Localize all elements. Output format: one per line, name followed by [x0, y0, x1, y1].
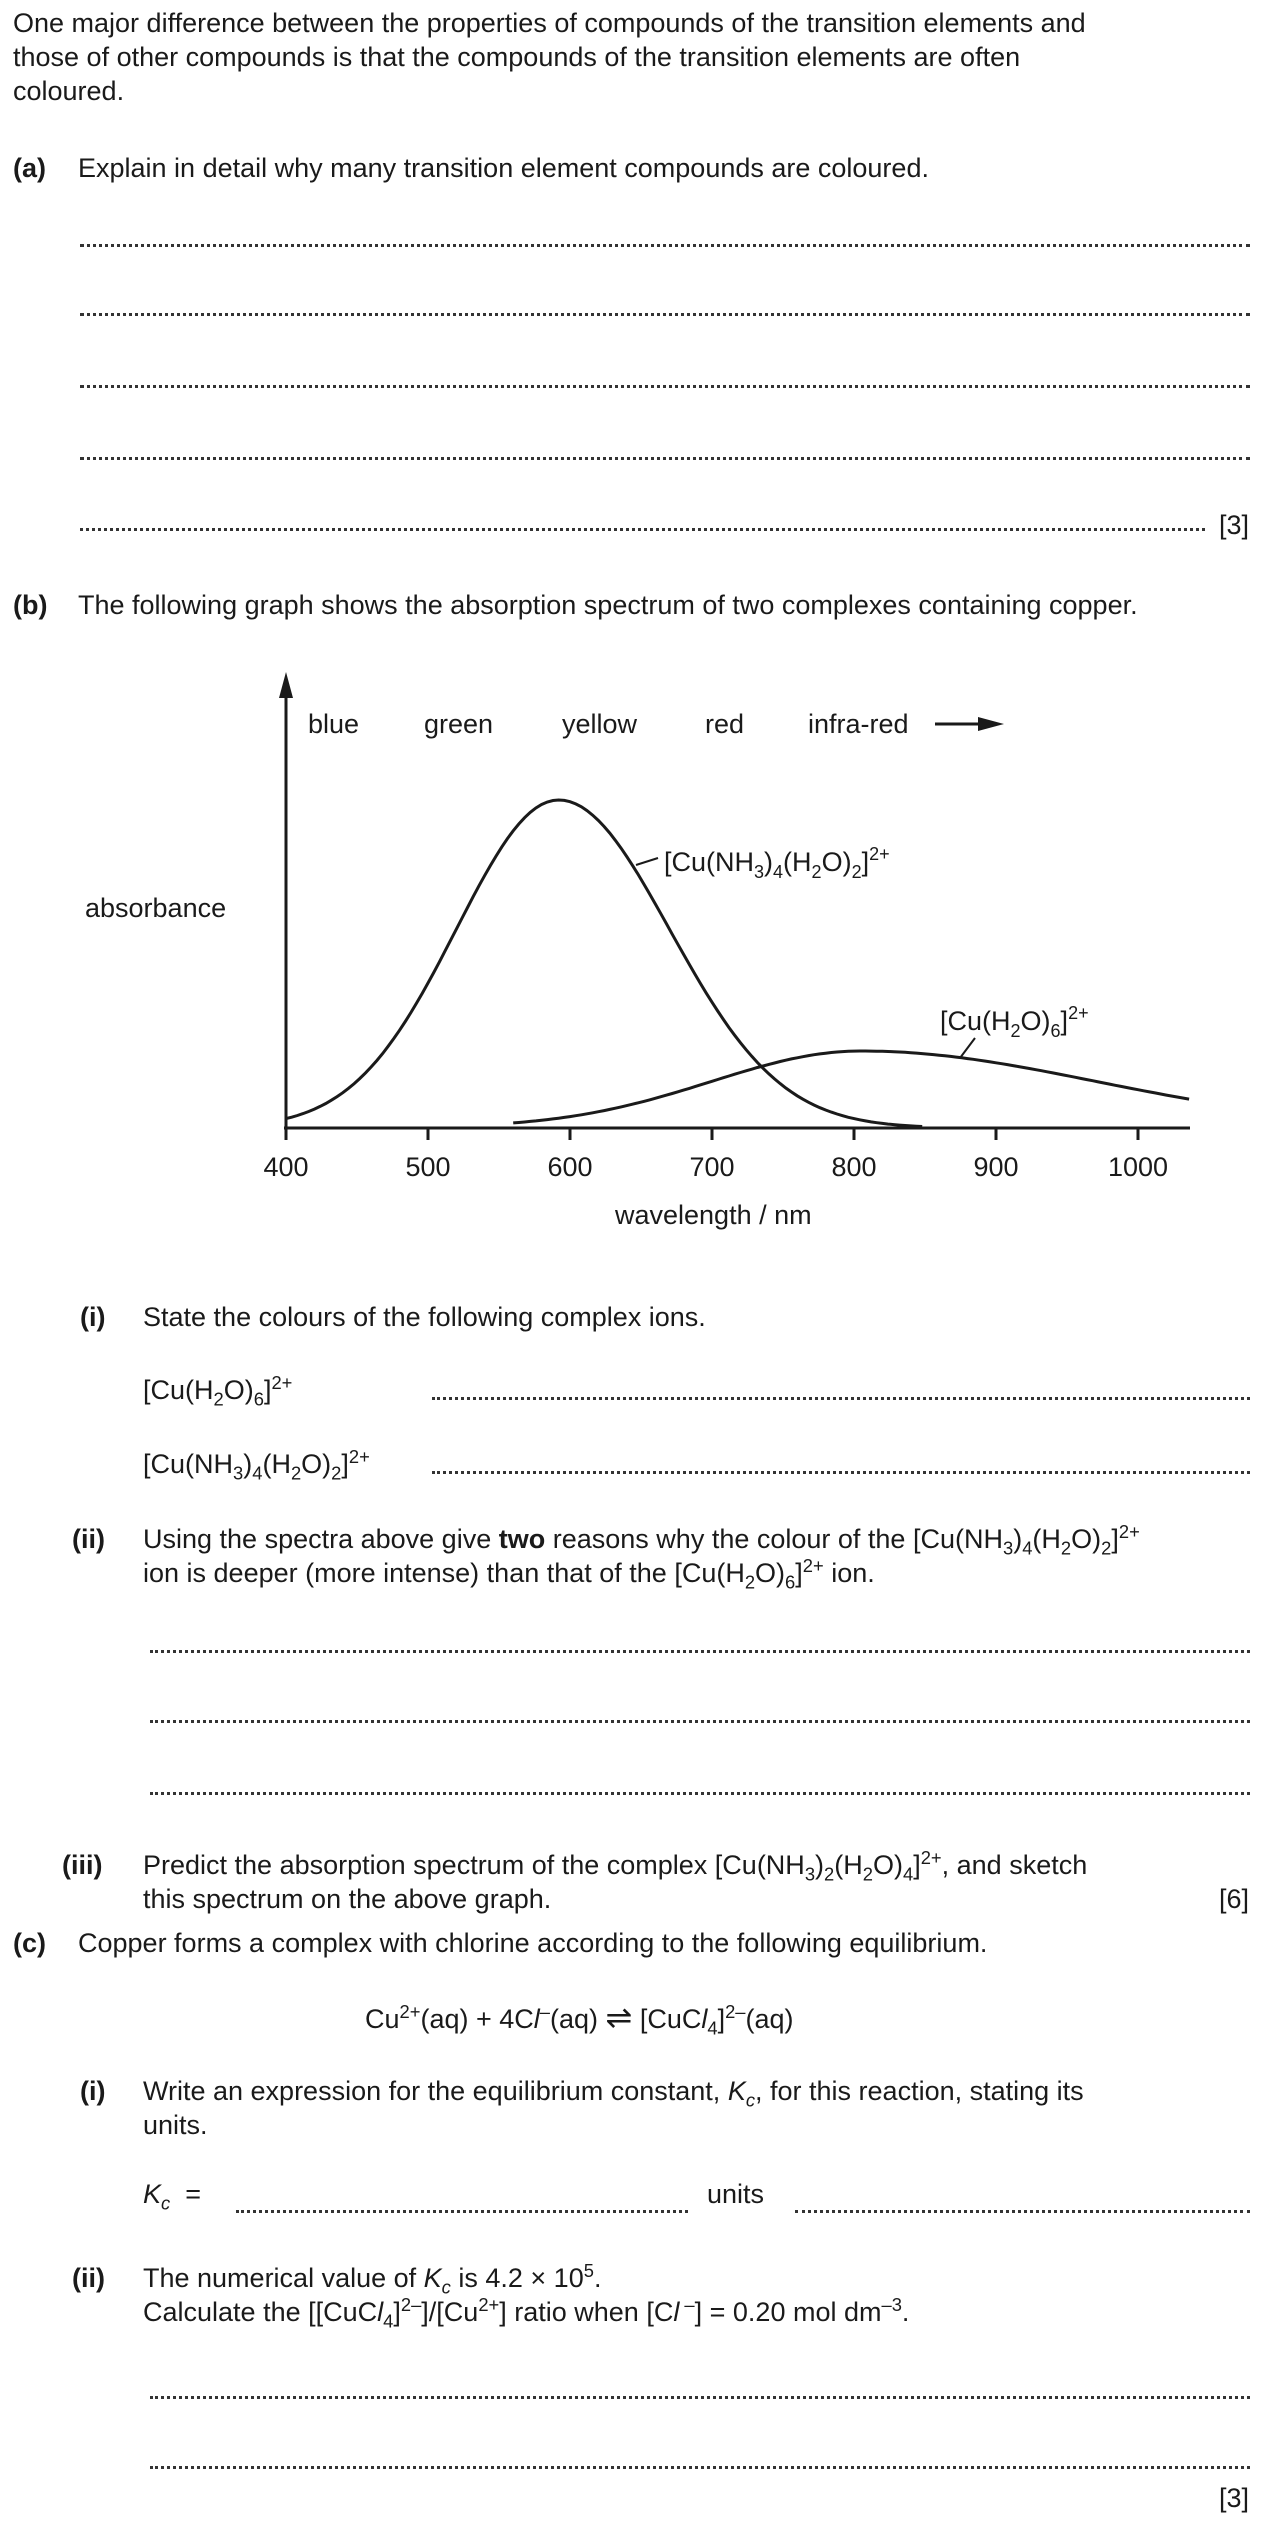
colour-label-red: red: [705, 709, 745, 739]
ion-cu-h2o-6: $[Cu(H_2O)_6]^{2+}$: [143, 1372, 293, 1410]
x-tick-label-700: 700: [689, 1152, 735, 1182]
part-c-i-label: (i): [80, 2076, 106, 2106]
part-c-ii-text-line-1: The numerical value of $K_c$ is $4.2 \times 10^5$.: [143, 2260, 602, 2298]
intro-line-3: coloured.: [13, 76, 125, 106]
answer-line-a-1[interactable]: [80, 244, 1250, 247]
part-b-label: (b): [13, 590, 48, 620]
colour-label-yellow: yellow: [562, 709, 638, 739]
answer-line-a-3[interactable]: [80, 385, 1250, 388]
part-a-label: (a): [13, 153, 46, 183]
answer-line-b-i-1[interactable]: [432, 1397, 1250, 1400]
part-b-i-label: (i): [80, 1302, 106, 1332]
answer-line-a-2[interactable]: [80, 313, 1250, 316]
part-b-ii-text-line-2: ion is deeper (more intense) than that of the $[Cu(H_2O)_6]^{2+}$ ion.: [143, 1555, 875, 1593]
y-axis-arrow-icon: [279, 672, 293, 698]
x-tick-label-800: 800: [831, 1152, 877, 1182]
answer-line-b-ii-1[interactable]: [150, 1650, 1250, 1653]
colour-label-green: green: [424, 709, 494, 739]
series-label-cu-nh3-h2o: $[Cu(NH_3)_4(H_2O)_2]^{2+}$: [664, 844, 890, 882]
equilibrium-equation: $Cu^{2+}(aq) + 4Cl^-(aq)$ ⇌ [CuCl$_4$]$^{2-}$(aq): [365, 1999, 794, 2039]
answer-line-b-ii-2[interactable]: [150, 1720, 1250, 1723]
part-b-ii-text-line-1: Using the spectra above give two reasons why the colour of the $[Cu(NH_3)_4(H_2O)_2]^{2+}$: [143, 1521, 1140, 1559]
curve-cu-h2o: [513, 1051, 1189, 1123]
part-b-i-question: State the colours of the following complex ions.: [143, 1302, 706, 1332]
x-tick-label-600: 600: [547, 1152, 593, 1182]
part-c-ii-text-line-2: Calculate the $[[CuCl_4]^{2-}]/[Cu^{2+}]$ ratio when [Cl –] = 0.20 mol $dm^{-3}$.: [143, 2294, 910, 2332]
x-tick-label-500: 500: [405, 1152, 451, 1182]
colour-label-blue: blue: [308, 709, 360, 739]
x-axis-label: wavelength / nm: [615, 1200, 812, 1230]
part-c-ii-label: (ii): [72, 2263, 105, 2293]
units-label: units: [707, 2179, 765, 2209]
part-c-marks: [3]: [1218, 2483, 1249, 2513]
series-label-cu-h2o: $[Cu(H_2O)_6]^{2+}$: [940, 1003, 1089, 1041]
absorption-spectrum-graph: [0, 660, 1269, 1260]
label-leader-h2o: [960, 1038, 975, 1058]
answer-line-b-ii-3[interactable]: [150, 1792, 1250, 1795]
answer-line-c-ii-1[interactable]: [150, 2396, 1250, 2399]
y-axis-label: absorbance: [85, 893, 227, 923]
part-c-i-text-line-1: Write an expression for the equilibrium constant, $K_c$, for this reaction, stating its: [143, 2076, 1084, 2111]
kc-expression-label: $K_c$ =: [143, 2179, 201, 2214]
part-b-ii-label: (ii): [72, 1524, 105, 1554]
x-tick-label-900: 900: [973, 1152, 1019, 1182]
answer-line-b-i-2[interactable]: [432, 1471, 1250, 1474]
answer-line-c-ii-2[interactable]: [150, 2466, 1250, 2469]
part-a-question: Explain in detail why many transition element compounds are coloured.: [78, 153, 929, 183]
x-tick-label-1000: 1000: [1107, 1152, 1169, 1182]
part-b-iii-text-line-1: Predict the absorption spectrum of the complex $[Cu(NH_3)_2(H_2O)_4]^{2+}$, and sketch: [143, 1847, 1088, 1885]
ion-cu-nh3-h2o: $[Cu(NH_3)_4(H_2O)_2]^{2+}$: [143, 1446, 370, 1484]
part-b-marks: [6]: [1218, 1884, 1249, 1914]
part-a-marks: [3]: [1218, 510, 1249, 540]
answer-line-a-5[interactable]: [80, 528, 1205, 531]
units-field[interactable]: [795, 2210, 1250, 2213]
label-leader-nh3: [636, 858, 658, 865]
kc-expression-field[interactable]: [236, 2210, 688, 2213]
part-b-iii-text-line-2: this spectrum on the above graph.: [143, 1884, 552, 1914]
infra-red-arrow-icon: [978, 717, 1004, 731]
part-c-label: (c): [13, 1928, 46, 1958]
x-tick-label-400: 400: [263, 1152, 309, 1182]
intro-line-2: those of other compounds is that the compounds of the transition elements are often: [13, 42, 1021, 72]
part-b-intro: The following graph shows the absorption spectrum of two complexes containing copper.: [78, 590, 1138, 620]
part-c-intro: Copper forms a complex with chlorine according to the following equilibrium.: [78, 1928, 988, 1958]
part-c-i-text-line-2: units.: [143, 2110, 208, 2140]
intro-line-1: One major difference between the properties of compounds of the transition elements and: [13, 8, 1086, 38]
colour-label-infra-red: infra-red: [808, 709, 909, 739]
answer-line-a-4[interactable]: [80, 457, 1250, 460]
part-b-iii-label: (iii): [62, 1850, 103, 1880]
